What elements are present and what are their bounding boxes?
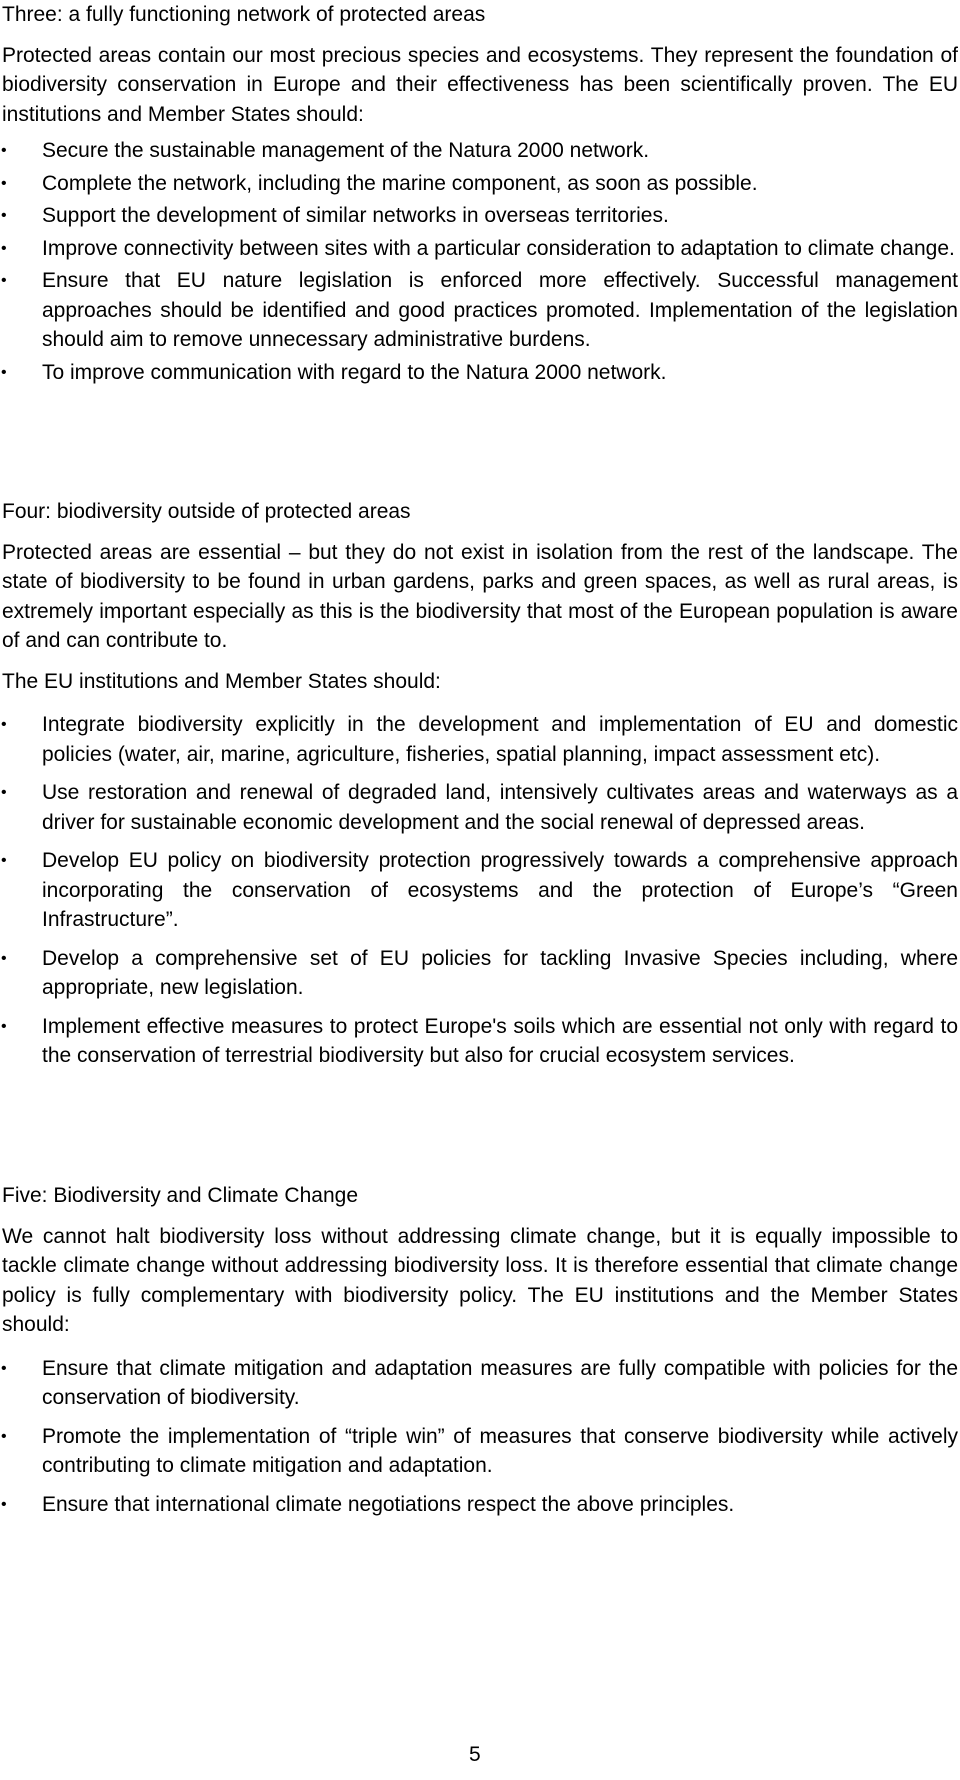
bullet-item <box>0 1422 958 1481</box>
bullet-icon: • <box>1 852 7 869</box>
bullet-item <box>0 201 958 231</box>
bullet-icon: • <box>1 363 7 381</box>
page-number: 5 <box>469 1743 481 1766</box>
bullet-text: Develop EU policy on biodiversity protection progressively towards a comprehensive approach incorporating the conservation of ecosystems and the protection of Europe’s “Green Infrastructure”. <box>42 849 958 931</box>
bullet-text: To improve communication with regard to the Natura 2000 network. <box>42 360 667 384</box>
bullet-item <box>0 1490 958 1520</box>
bullet-text: Support the development of similar networks in overseas territories. <box>42 204 669 227</box>
bullet-item <box>0 266 958 355</box>
bullet-item <box>0 136 958 166</box>
bullet-item <box>0 358 958 388</box>
section-four-bullet-list <box>0 710 958 1071</box>
bullet-item <box>0 710 958 769</box>
bullet-item <box>0 1354 958 1413</box>
bullet-text: Ensure that climate mitigation and adaptation measures are fully compatible with policies for the conservation of biodiversity. <box>42 1356 958 1409</box>
section-three-intro: Protected areas contain our most precious species and ecosystems. They represent the foundation of biodiversity conservation in Europe and their effectiveness has been scientifically proven. The EU institutions and Member States should: <box>2 43 958 126</box>
bullet-text: Use restoration and renewal of degraded land, intensively cultivates areas and waterways as a driver for sustainable economic development and the social renewal of depressed areas. <box>42 781 958 834</box>
bullet-icon: • <box>1 1495 7 1513</box>
bullet-icon: • <box>1 207 7 224</box>
bullet-item <box>0 846 958 935</box>
section-five-heading: Five: Biodiversity and Climate Change <box>2 1184 358 1207</box>
section-three-heading: Three: a fully functioning network of protected areas <box>2 3 486 26</box>
bullet-icon: • <box>1 784 7 801</box>
bullet-text: Integrate biodiversity explicitly in the development and implementation of EU and domestic policies (water, air, marine, agriculture, fisheries, spatial planning, impact assessment etc). <box>42 713 958 766</box>
bullet-text: Ensure that EU nature legislation is enforced more effectively. Successful management approaches should be identified and good practices promoted. Implementation of the legislation should aim to remove unnecessary administrative burdens. <box>42 269 958 351</box>
section-four <box>0 497 958 1071</box>
bullet-icon: • <box>1 1017 7 1035</box>
bullet-item <box>0 944 958 1003</box>
bullet-item <box>0 1012 958 1071</box>
bullet-icon: • <box>1 142 7 159</box>
bullet-item <box>0 169 958 199</box>
bullet-text: Promote the implementation of “triple win” of measures that conserve biodiversity while actively contributing to climate mitigation and adaptation. <box>42 1424 958 1477</box>
bullet-icon: • <box>1 949 7 967</box>
section-four-lead: The EU institutions and Member States should: <box>2 669 441 693</box>
bullet-icon: • <box>1 239 7 257</box>
bullet-item <box>0 234 958 264</box>
bullet-text: Complete the network, including the marine component, as soon as possible. <box>42 171 758 195</box>
bullet-icon: • <box>1 174 7 192</box>
section-five <box>0 1181 958 1519</box>
bullet-text: Improve connectivity between sites with a particular consideration to adaptation to climate change. <box>42 236 955 260</box>
section-three-bullet-list <box>0 136 958 387</box>
bullet-text: Implement effective measures to protect Europe's soils which are essential not only with regard to the conservation of terrestrial biodiversity but also for crucial ecosystem services. <box>42 1014 958 1067</box>
bullet-icon: • <box>1 272 7 289</box>
bullet-icon: • <box>1 716 7 733</box>
section-five-bullet-list <box>0 1354 958 1520</box>
section-four-intro: Protected areas are essential – but they do not exist in isolation from the rest of the landscape. The state of biodiversity to be found in urban gardens, parks and green spaces, as well as rural areas, is extremely important especially as this is the biodiversity that most of the European population is aware of and can contribute to. <box>2 540 958 652</box>
bullet-icon: • <box>1 1427 7 1445</box>
bullet-icon: • <box>1 1359 7 1377</box>
bullet-item <box>0 778 958 837</box>
bullet-text: Develop a comprehensive set of EU policies for tackling Invasive Species including, where appropriate, new legislation. <box>42 946 958 999</box>
bullet-text: Secure the sustainable management of the Natura 2000 network. <box>42 139 650 162</box>
section-three <box>0 0 958 387</box>
section-five-intro: We cannot halt biodiversity loss without addressing climate change, but it is equally impossible to tackle climate change without addressing biodiversity loss. It is therefore essential that climate change policy is fully complementary with biodiversity policy. The EU institutions and the Member States should: <box>2 1224 958 1336</box>
section-four-heading: Four: biodiversity outside of protected areas <box>2 500 411 523</box>
bullet-text: Ensure that international climate negotiations respect the above principles. <box>42 1492 735 1516</box>
